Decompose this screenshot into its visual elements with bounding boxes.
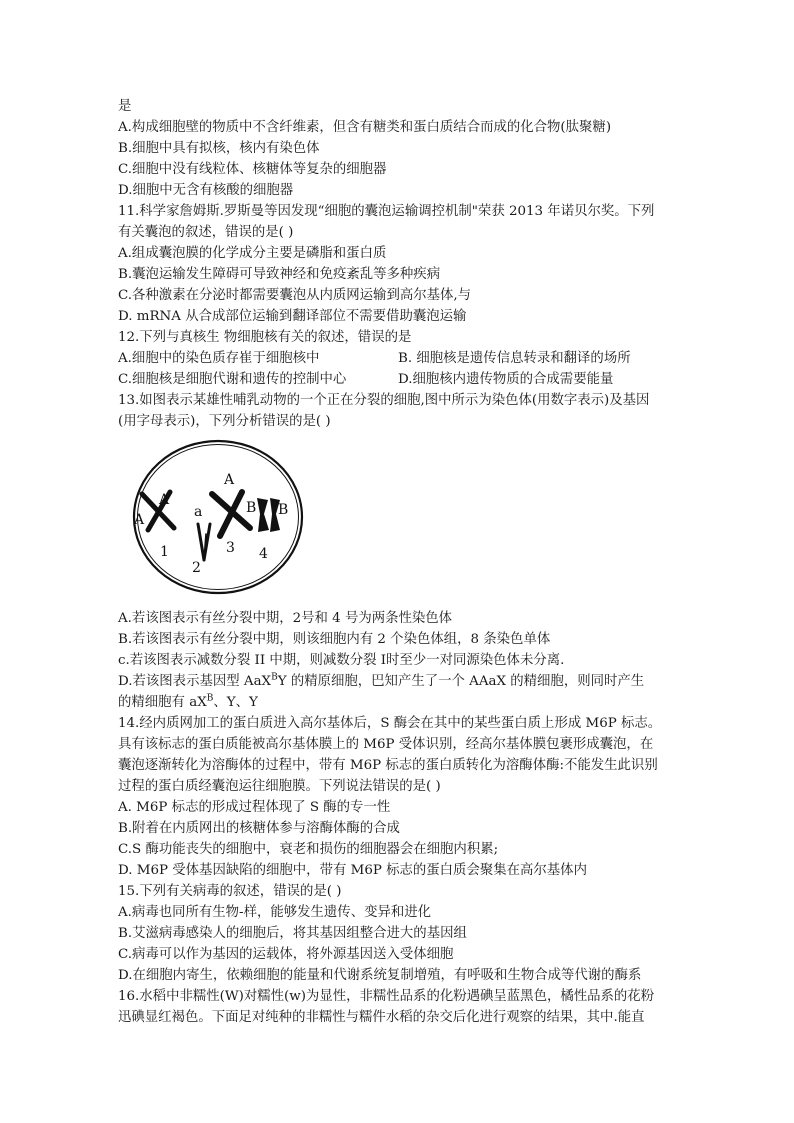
cell-diagram xyxy=(126,434,306,604)
q15-stem: 15.下列有关病毒的叙述，错误的是( ) xyxy=(118,884,342,899)
superscript: B xyxy=(271,672,278,683)
q11-stem: 11.科学家詹姆斯.罗斯曼等因发现“细胞的囊泡运输调控机制"荣获 2013 年诺贝尔奖。下列 xyxy=(118,204,655,219)
q16-stem: 16.水稻中非糯性(W)对糯性(w)为显性，非糯性品系的化粉遇碘呈蓝黑色，橘性品系的花粉 xyxy=(118,989,655,1004)
option-b: B.细胞中具有拟核，核内有染色体 xyxy=(118,141,320,156)
cell-membrane xyxy=(134,441,302,593)
option-c: C.细胞中没有线粒体、核糖体等复杂的细胞器 xyxy=(118,162,387,177)
exam-text xyxy=(118,96,680,1028)
q14-option-a: A. M6P 标志的形成过程体现了 S 酶的专一性 xyxy=(118,800,391,815)
chromosome-number: 3 xyxy=(226,540,235,556)
q12-option-b: B. 细胞核是遗传信息转录和翻译的场所 xyxy=(398,351,631,366)
q12-stem: 12.下列与真核生 物细胞核有关的叙述，错误的是 xyxy=(118,330,412,345)
q13-stem-cont: (用字母表示)，下列分析错误的是( ) xyxy=(118,414,331,429)
chromosome-3 xyxy=(212,492,250,536)
q11-option-c: C.各种激素在分泌时都需要囊泡从内质网运输到高尔基体,与 xyxy=(118,288,472,303)
q11-option-d: D. mRNA 从合成部位运输到翻译部位不需要借助囊泡运输 xyxy=(118,309,467,324)
q16-stem-cont: 迅碘显红褐色。下面足对纯种的非糯性与糯件水稻的杂交后化进行观察的结果，其中.能直 xyxy=(118,1010,645,1025)
q14-stem-cont: 具有该标志的蛋白质能被高尔基体膜上的 M6P 受体识别，经高尔基体膜包裹形成囊泡，在 xyxy=(118,737,654,752)
text-run: D.若该图表示基因型 AaX xyxy=(118,674,272,689)
text-run: 、Y、Y xyxy=(213,695,258,710)
q11-option-a: A.组成囊泡膜的化学成分主要是磷脂和蛋白质 xyxy=(118,246,387,261)
chromosome-number: 2 xyxy=(192,560,201,576)
gene-label: a xyxy=(194,504,203,520)
chromosome-numbers xyxy=(160,540,268,576)
q14-option-c: C.S 酶功能丧失的细胞中，衰老和损伤的细胞器会在细胞内积累; xyxy=(118,842,499,857)
chromosome-number: 4 xyxy=(259,546,268,562)
q14-stem-cont: 过程的蛋白质经囊泡运往细胞膜。下列说法错误的是( ) xyxy=(118,779,441,794)
q15-option-b: B.艾滋病毒感染人的细胞后，将其基因组整合进大的基因组 xyxy=(118,926,467,941)
q15-option-a: A.病毒也同所有生物-样，能够发生遗传、变异和进化 xyxy=(118,905,432,920)
q12-option-c: C.细胞核是细胞代谢和遗传的控制中心 xyxy=(118,372,347,387)
chromosome-2 xyxy=(198,524,210,560)
option-d: D.细胞中无含有核酸的细胞器 xyxy=(118,183,294,198)
option-a: A.构成细胞壁的物质中不含纤维素，但含有糖类和蛋白质结合而成的化合物(肽聚糖) xyxy=(118,120,612,135)
q14-option-d: D. M6P 受体基因缺陷的细胞中，带有 M6P 标志的蛋白质会聚集在高尔基体内 xyxy=(118,863,587,878)
q12-option-d: D.细胞核内遗传物质的合成需要能量 xyxy=(398,372,614,387)
q13-option-d xyxy=(118,671,680,692)
q13-option-a: A.若该图表示有丝分裂中期，2号和 4 号为两条性染色体 xyxy=(118,611,453,626)
q13-option-c: c.若该图表示减数分裂 II 中期，则减数分裂 I时至少一对同源染色体未分离. xyxy=(118,653,565,668)
q12-options-ab xyxy=(118,348,680,369)
q11-stem-cont: 有关囊泡的叙述，错误的是( ) xyxy=(118,225,294,240)
text-run: Y 的精原细胞，巴知产生了一个 AAaX 的精细胞，则同时产生 xyxy=(277,674,645,689)
q14-stem: 14.经内质网加工的蛋白质进入高尔基体后，S 酶会在其中的某些蛋白质上形成 M6P 标志。 xyxy=(118,716,662,731)
q13-option-b: B.若该图表示有丝分裂中期，则该细胞内有 2 个染色体组，8 条染色单体 xyxy=(118,632,551,647)
q12-option-a: A.细胞中的染色质存崔于细胞核中 xyxy=(118,351,320,366)
cell-division-figure xyxy=(118,432,680,608)
chromosome-number: 1 xyxy=(160,544,169,560)
gene-label: B xyxy=(246,500,257,516)
q13-stem: 13.如图表示某雄性哺乳动物的一个正在分裂的细胞,图中所示为染色体(用数字表示)及基因 xyxy=(118,393,650,408)
superscript: B xyxy=(206,693,214,704)
gene-label: A xyxy=(159,492,170,508)
q11-option-b: B.囊泡运输发生障碍可导致神经和免疫紊乱等多种疾病 xyxy=(118,267,441,282)
q15-option-d: D.在细胞内寄生，依赖细胞的能量和代谢系统复制增殖，有呼吸和生物合成等代谢的酶系 xyxy=(118,968,642,983)
q14-option-b: B.附着在内质网出的核糖体参与溶酶体酶的合成 xyxy=(118,821,400,836)
q12-options-cd xyxy=(118,369,680,390)
gene-label: A xyxy=(134,512,145,528)
q15-option-c: C.病毒可以作为基因的运载体，将外源基因送入受体细胞 xyxy=(118,947,454,962)
chromosome-4 xyxy=(257,498,280,532)
line: 是 xyxy=(118,99,132,114)
gene-label: A xyxy=(224,472,235,488)
q13-option-d-cont xyxy=(118,692,680,713)
q14-stem-cont: 囊泡逐渐转化为溶酶体的过程中，带有 M6P 标志的蛋白质转化为溶酶体酶:不能发生此识别 xyxy=(118,758,658,773)
chromosome-1 xyxy=(142,492,174,530)
text-run: 的精细胞有 aX xyxy=(118,695,207,710)
gene-label: B xyxy=(278,502,289,518)
